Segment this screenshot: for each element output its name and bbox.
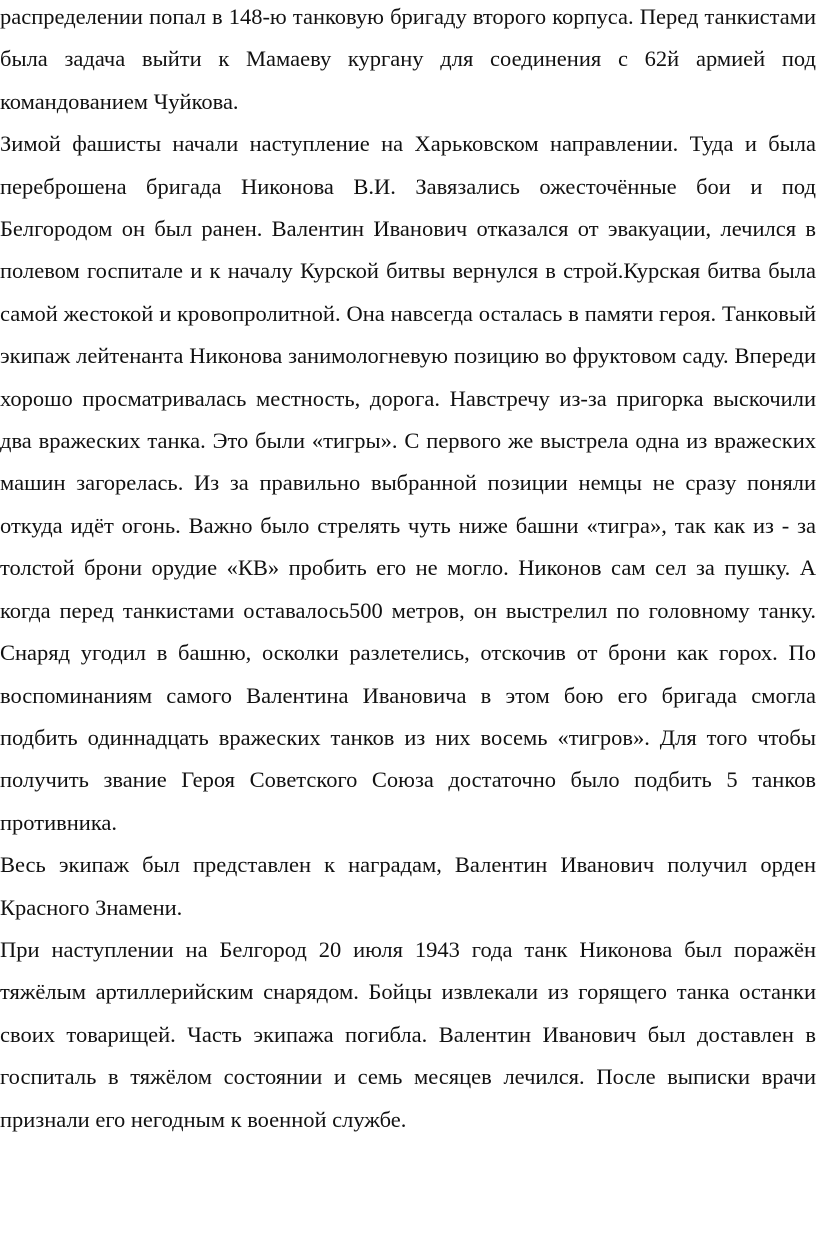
paragraph-2: Зимой фашисты начали наступление на Харьковском направлении. Туда и была переброшена бригада Никонова В.И. Завязались ожесточённые бои и под Белгородом он был ранен. Валентин Иванович отказался от эвакуации, лечился в полевом госпитале и к началу Курской битвы вернулся в строй.Курская битва была самой жестокой и кровопролитной. Она навсегда осталась в памяти героя. Танковый экипаж лейтенанта Никонова занимологневую позицию во фруктовом саду. Впереди хорошо просматривалась местность, дорога. Навстречу из-за пригорка выскочили два вражеских танка. Это были «тигры». С первого же выстрела одна из вражеских машин загорелась. Из за правильно выбранной позиции немцы не сразу поняли откуда идёт огонь. Важно было стрелять чуть ниже башни «тигра», так как из - за толстой брони орудие «КВ» пробить его не могло. Никонов сам сел за пушку. А когда перед танкистами оставалось500 метров, он выстрелил по головному танку. Снаряд угодил в башню, осколки разлетелись, отскочив от брони как горох. По воспоминаниям самого Валентина Ивановича в этом бою его бригада смогла подбить одиннадцать вражеских танков из них восемь «тигров». Для того чтобы получить звание Героя Советского Союза достаточно было подбить 5 танков противника. xyxy=(0,131,816,835)
paragraph-3: Весь экипаж был представлен к наградам, Валентин Иванович получил орден Красного Знамени. xyxy=(0,852,816,920)
paragraph-1: распределении попал в 148-ю танковую бригаду второго корпуса. Перед танкистами была задача выйти к Мамаеву кургану для соединения с 62й армией под командованием Чуйкова. xyxy=(0,4,816,114)
paragraph-4: При наступлении на Белгород 20 июля 1943 года танк Никонова был поражён тяжёлым артиллерийским снарядом. Бойцы извлекали из горящего танка останки своих товарищей. Часть экипажа погибла. Валентин Иванович был доставлен в госпиталь в тяжёлом состоянии и семь месяцев лечился. После выписки врачи признали его негодным к военной службе. xyxy=(0,936,816,1132)
